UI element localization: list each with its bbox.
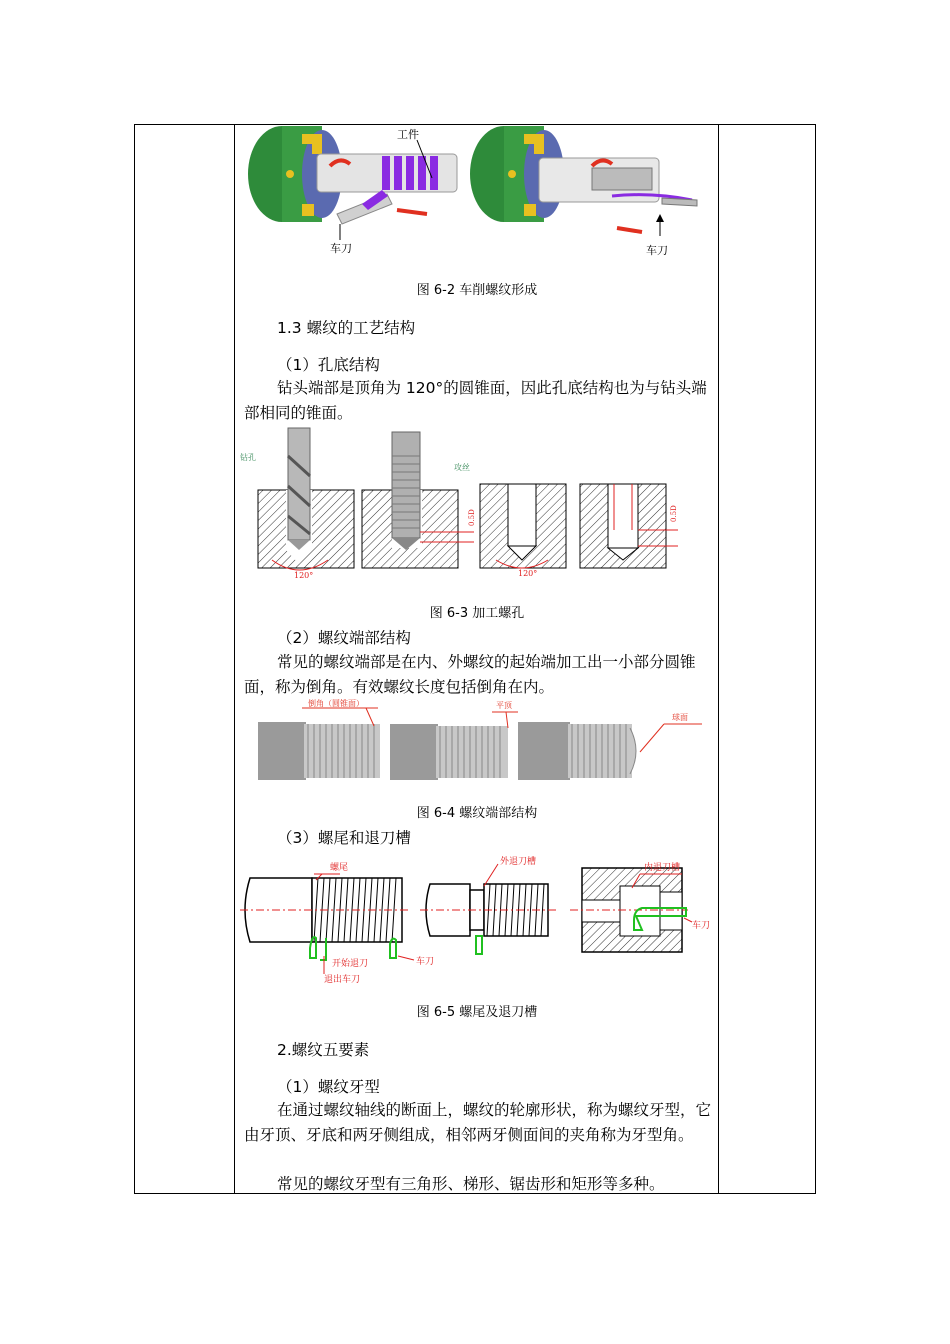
content-cell [236,124,718,1194]
caption-figure-6-5: 图 6-5 螺尾及退刀槽 [416,1005,538,1020]
feed-arrow-left [397,210,427,214]
caption-figure-6-4: 图 6-4 螺纹端部结构 [416,806,538,821]
depth-tap: 0.5D [468,509,476,526]
label-tool-left: 车刀 [330,242,352,255]
thread-end-flat [390,701,518,780]
tapped-hole-block [362,432,476,568]
label-start-retract: 开始退刀 [332,959,369,969]
caption-figure-6-2: 图 6-2 车削螺纹形成 [416,283,538,298]
label-tap: 攻丝 [454,463,470,472]
heading-1-3-1: （1）孔底结构 [277,356,380,374]
paragraph-thread-types: 常见的螺纹牙型有三角形、梯形、锯齿形和矩形等多种。 [277,1175,665,1193]
outer-groove [420,855,556,954]
label-tool-b: 车刀 [692,921,711,931]
label-flat: 平顶 [496,701,512,710]
heading-1-3-2: （2）螺纹端部结构 [277,629,411,647]
figure-6-5 [240,846,716,986]
thread-end-sphere [518,712,702,780]
inner-groove [570,861,710,952]
heading-1-3: 1.3 螺纹的工艺结构 [277,319,416,337]
label-outer-groove: 外退刀槽 [500,857,537,867]
heading-2: 2.螺纹五要素 [277,1041,370,1059]
label-exit-tool: 退出车刀 [324,975,361,985]
label-chamfer: 倒角（圆锥面） [308,699,364,708]
figure-6-3 [240,426,678,586]
blind-hole-block [480,484,566,578]
figure-6-4 [256,696,711,786]
threaded-hole-section [580,484,678,568]
label-sphere: 球面 [672,713,688,722]
column-divider-right [718,124,719,1194]
paragraph-hole-bottom: 钻头端部是顶角为 120°的圆锥面，因此孔底结构也为与钻头端部相同的锥面。 [244,379,707,422]
label-tool-a: 车刀 [416,957,435,967]
figure-6-2 [242,124,712,260]
label-thread-tail: 螺尾 [330,863,349,873]
feed-arrow-right [617,228,642,232]
label-workpiece: 工件 [397,128,419,141]
lathe-chuck-left [248,126,457,224]
column-divider-left [234,124,235,1194]
thread-end-chamfer [258,698,380,780]
thread-tail-external [240,861,434,985]
paragraph-thread-profile: 在通过螺纹轴线的断面上，螺纹的轮廓形状，称为螺纹牙型，它由牙顶、牙底和两牙侧组成，相邻两牙侧面间的夹角称为牙型角。 [244,1101,712,1144]
angle-blind: 120° [518,569,538,578]
label-tool-right: 车刀 [646,244,668,257]
depth-thread: 0.5D [670,505,678,522]
drilled-hole-block [240,428,354,580]
caption-figure-6-3: 图 6-3 加工螺孔 [429,606,525,621]
heading-2-1: （1）螺纹牙型 [277,1078,380,1096]
heading-1-3-3: （3）螺尾和退刀槽 [277,829,411,847]
label-drill: 钻孔 [240,453,256,462]
lathe-chuck-right [470,126,697,236]
paragraph-thread-end: 常见的螺纹端部是在内、外螺纹的起始端加工出一小部分圆锥面，称为倒角。有效螺纹长度包括倒角在内。 [244,653,696,696]
label-inner-groove: 内退刀槽 [644,863,681,873]
angle-drill: 120° [294,571,314,580]
